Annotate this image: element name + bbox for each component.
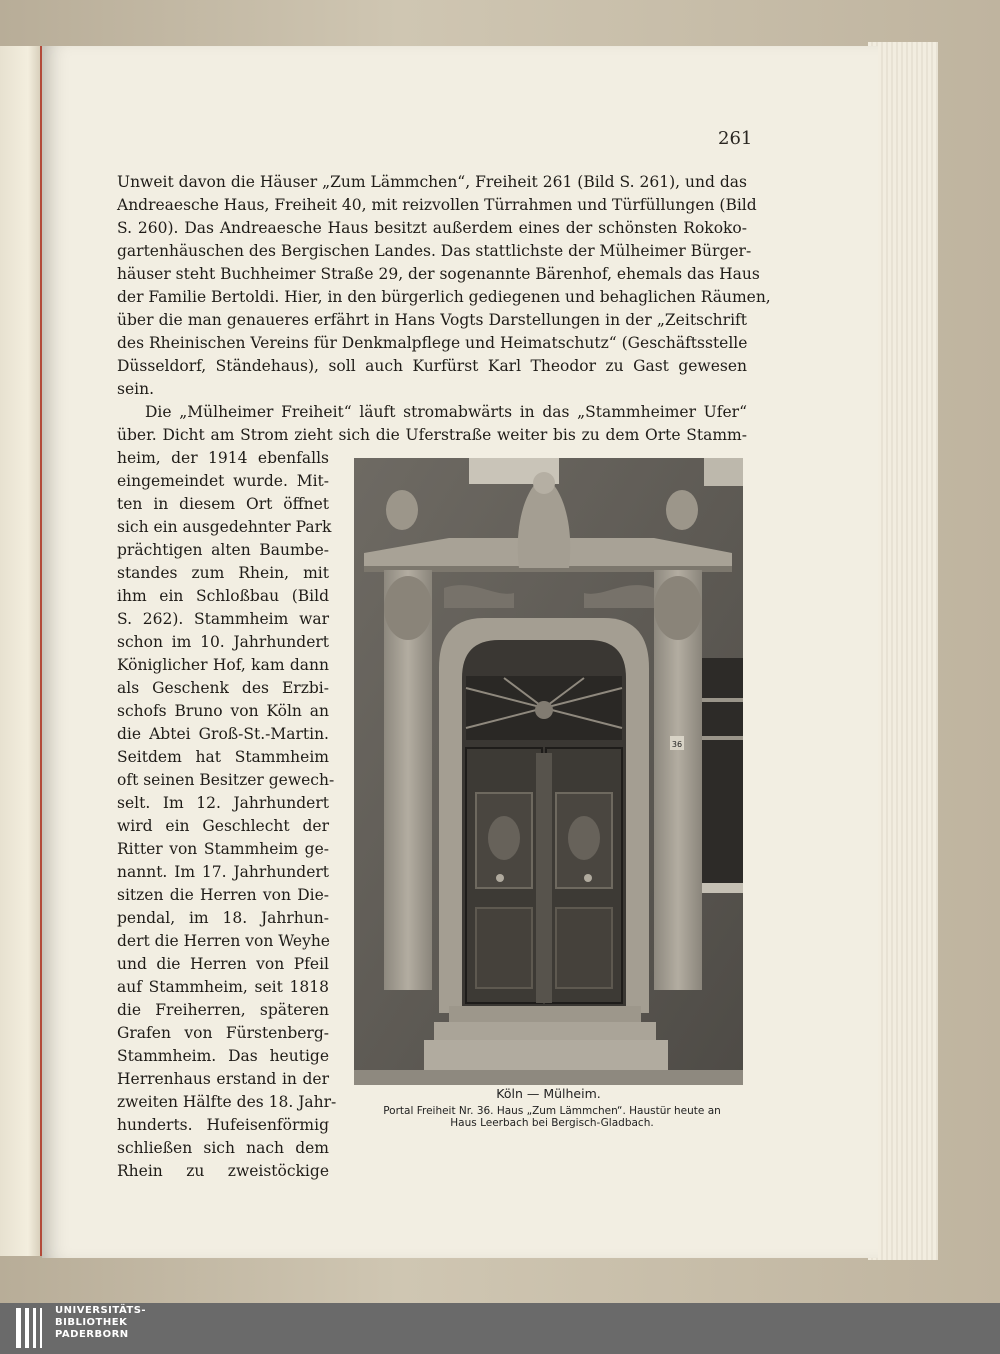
text-line: häuser steht Buchheimer Straße 29, der sogenannte Bärenhof, ehemals das Haus <box>117 265 760 283</box>
figure-caption-line: Portal Freiheit Nr. 36. Haus „Zum Lämmchen“. Haustür heute an <box>383 1105 721 1117</box>
text-line: über. Dicht am Strom zieht sich die Uferstraße weiter bis zu dem Orte Stamm- <box>117 426 747 444</box>
library-name <box>55 1305 146 1341</box>
text-line: gartenhäuschen des Bergischen Landes. Das stattlichste der Mülheimer Bürger- <box>117 242 752 260</box>
library-name-line: UNIVERSITÄTS- <box>55 1305 147 1316</box>
column-line: dert die Herren von Weyhe <box>117 932 330 950</box>
column-line: S. 262). Stammheim war <box>117 610 329 628</box>
column-line: Rhein zu zweistöckige <box>117 1162 329 1180</box>
page-fore-edge <box>868 42 938 1260</box>
column-line: nannt. Im 17. Jahrhundert <box>117 863 329 881</box>
library-name-line: BIBLIOTHEK <box>55 1317 128 1328</box>
column-line: Ritter von Stammheim ge- <box>117 840 329 858</box>
text-line: Unweit davon die Häuser „Zum Lämmchen“, Freiheit 261 (Bild S. 261), und das <box>117 173 747 191</box>
column-line: schofs Bruno von Köln an <box>117 702 329 720</box>
column-line: schon im 10. Jahrhundert <box>117 633 329 651</box>
column-line: oft seinen Besitzer gewech- <box>117 771 335 789</box>
column-line: schließen sich nach dem <box>117 1139 329 1157</box>
text-line: des Rheinischen Vereins für Denkmalpflege und Heimatschutz“ (Geschäftsstelle <box>117 334 748 352</box>
column-line: standes zum Rhein, mit <box>117 564 329 582</box>
library-logo-icon <box>16 1308 48 1348</box>
column-line: prächtigen alten Baumbe- <box>117 541 329 559</box>
figure-caption-line: Haus Leerbach bei Bergisch-Gladbach. <box>450 1117 654 1129</box>
figure-caption-title: Köln — Mülheim. <box>496 1086 601 1101</box>
column-line: hunderts. Hufeisenförmig <box>117 1116 329 1134</box>
column-line: die Abtei Groß-St.-Martin. <box>117 725 329 743</box>
column-line: die Freiherren, späteren <box>117 1001 329 1019</box>
doorway-photograph <box>354 458 743 1085</box>
left-page-edge <box>0 46 42 1256</box>
column-line: sitzen die Herren von Die- <box>117 886 329 904</box>
column-line: Königlicher Hof, kam dann <box>117 656 329 674</box>
house-number-plate: 36 <box>671 740 683 749</box>
text-line: Andreaesche Haus, Freiheit 40, mit reizvollen Türrahmen und Türfüllungen (Bild <box>117 196 757 214</box>
text-line: der Familie Bertoldi. Hier, in den bürgerlich gediegenen und behaglichen Räumen, <box>117 288 771 306</box>
text-line: über die man genaueres erfährt in Hans Vogts Darstellungen in der „Zeitschrift <box>117 311 747 329</box>
library-name-line: PADERBORN <box>55 1329 129 1340</box>
column-line: eingemeindet wurde. Mit- <box>117 472 329 490</box>
text-line: Düsseldorf, Ständehaus), soll auch Kurfürst Karl Theodor zu Gast gewesen <box>117 357 747 375</box>
library-footer-bar <box>0 1303 1000 1354</box>
column-line: pendal, im 18. Jahrhun- <box>117 909 329 927</box>
column-line: sich ein ausgedehnter Park <box>117 518 332 536</box>
page-number: 261 <box>718 128 753 149</box>
text-line: S. 260). Das Andreaesche Haus besitzt außerdem eines der schönsten Rokoko- <box>117 219 747 237</box>
column-line: selt. Im 12. Jahrhundert <box>117 794 329 812</box>
figure-caption-text <box>354 1105 750 1129</box>
column-line: wird ein Geschlecht der <box>117 817 329 835</box>
column-line: ihm ein Schloßbau (Bild <box>117 587 329 605</box>
column-line: Grafen von Fürstenberg- <box>117 1024 329 1042</box>
column-line: heim, der 1914 ebenfalls <box>117 449 329 467</box>
column-line: und die Herren von Pfeil <box>117 955 329 973</box>
column-line: als Geschenk des Erzbi- <box>117 679 329 697</box>
text-line: sein. <box>117 380 154 398</box>
text-line: Die „Mülheimer Freiheit“ läuft stromabwärts in das „Stammheimer Ufer“ <box>145 403 747 421</box>
column-line: ten in diesem Ort öffnet <box>117 495 329 513</box>
column-line: Seitdem hat Stammheim <box>117 748 329 766</box>
column-line: auf Stammheim, seit 1818 <box>117 978 329 996</box>
column-line: zweiten Hälfte des 18. Jahr- <box>117 1093 337 1111</box>
column-line: Herrenhaus erstand in der <box>117 1070 329 1088</box>
column-line: Stammheim. Das heutige <box>117 1047 329 1065</box>
